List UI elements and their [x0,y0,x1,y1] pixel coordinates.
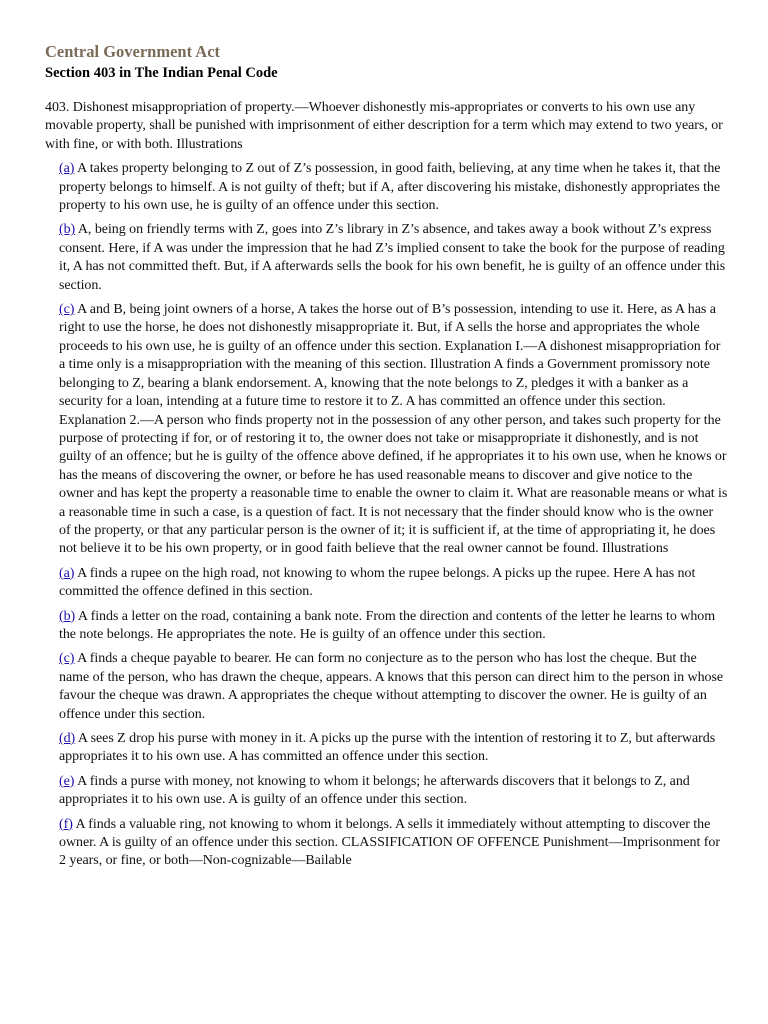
illustration-text: A, being on friendly terms with Z, goes into Z’s library in Z’s absence, and takes away a book without Z’s express consent. Here, if A was under the impression that he had Z’s implied consent to take the book for the purpose of reading it, A has not committed theft. But, if A afterwards sells the book for his own benefit, he is guilty of an offence under this section. [59,222,726,293]
section-title: Section 403 in The Indian Penal Code [45,65,278,81]
illustration-text: A finds a cheque payable to bearer. He can form no conjecture as to the person who has lost the cheque. But the name of the person, who has drawn the cheque, appears. A knows that this person can direct him to the person in whose favour the cheque was drawn. A appropriates the cheque without attempting to discover the owner. He is guilty of an offence under this section. [59,651,724,722]
illustration-text: A takes property belonging to Z out of Z’s possession, in good faith, believing, at any time when he takes it, that the property belongs to himself. A is not guilty of theft; but if A, after discovering his mistake, dishonestly appropriates the property to his own use, he is guilty of an offence under this section. [59,161,721,214]
illustration-link[interactable]: (c) [59,302,75,318]
illustration [59,221,728,295]
illustration-text: A finds a valuable ring, not knowing to whom it belongs. A sells it immediately without attempting to discover the owner. A is guilty of an offence under this section. CLASSIFICATION OF OFFENCE Punishment—Imprisonment for 2 years, or fine, or both—Non-cognizable—Bailable [59,816,720,869]
illustration-link[interactable]: (e) [59,773,75,789]
illustration-link[interactable]: (b) [59,608,76,624]
illustration-text: A sees Z drop his purse with money in it. A picks up the purse with the intention of restoring it to Z, but afterwards appropriates it to his own use. A has committed an offence under this section. [59,731,716,765]
illustration-text: A finds a rupee on the high road, not knowing to whom the rupee belongs. A picks up the rupee. Here A has not committed the offence defined in this section. [59,565,696,600]
illustration [59,301,728,559]
illustration-text: A finds a letter on the road, containing a bank note. From the direction and contents of the letter he learns to whom the note belongs. He appropriates the note. He is guilty of an offence under this section. [59,608,716,642]
illustration-text: A finds a purse with money, not knowing to whom it belongs; he afterwards discovers that it belongs to Z, and appropriates it to his own use. A is guilty of an offence under this section. [59,773,690,808]
illustration-link[interactable]: (a) [59,565,75,581]
section-text: 403. Dishonest misappropriation of property.—Whoever dishonestly mis-appropriates or converts to his own use any movable property, shall be punished with imprisonment of either description for a term which may extend to two years, or with fine, or with both. Illustrations [45,100,723,152]
illustration [59,773,728,810]
illustration-link[interactable]: (c) [59,651,75,667]
illustration [59,565,728,602]
illustration [59,160,728,215]
illustration-link[interactable]: (f) [59,816,73,832]
illustration-link[interactable]: (d) [59,731,76,746]
act-title: Central Government Act [45,42,221,61]
illustration-link[interactable]: (a) [59,161,75,177]
illustration [59,730,728,767]
illustration [59,650,728,724]
illustration [59,608,728,645]
illustration-text: A and B, being joint owners of a horse, A takes the horse out of B’s possession, intending to use it. Here, as A has a right to use the horse, he does not dishonestly misappropriate it. But, if A sells the horse and appropriates the whole proceeds to his own use, he is guilty of an offence under this section. Explanation I.—A dishonest misappropriation for a time only is a misappropriation with the meaning of this section. Illustration A finds a Government promissory note belonging to Z, bearing a blank endorsement. A, knowing that the note belongs to Z, pledges it with a banker as a security for a loan, intending at a future time to restore it to Z. A has committed an offence under this section. Explanation 2.—A person who finds property not in the possession of any other person, and takes such property for the purpose of protecting if for, or of restoring it to, the owner does not take or misappropriate it dishonestly, and is not guilty of an offence; but he is guilty of the offence above defined, if he appropriates it to his own use, when he knows or has the means of discovering the owner, or before he has used reasonable means to discover and give notice to the owner and has kept the property a reasonable time to enable the owner to claim it. What are reasonable means or what is a reasonable time in such a case, is a question of fact. It is not necessary that the finder should know who is the owner of the property, or that any particular person is the owner of it; it is sufficient if, at the time of appropriating it, he does not believe it to be his own property, or in good faith believe that the real owner cannot be found. Illustrations [59,302,728,557]
illustration [59,816,728,871]
illustration-link[interactable]: (b) [59,222,76,238]
